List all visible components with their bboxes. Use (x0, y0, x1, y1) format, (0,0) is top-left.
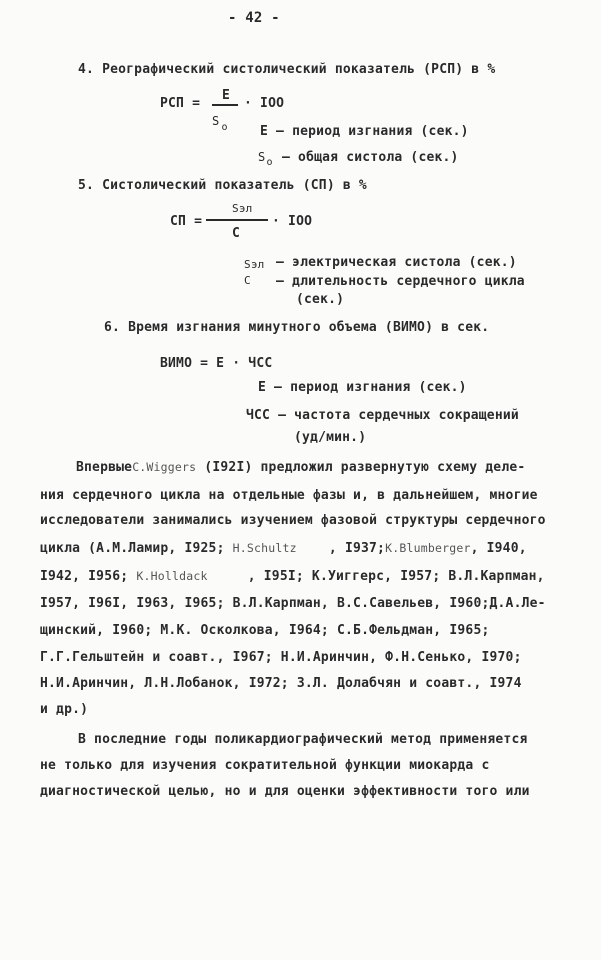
vimo-formula: ВИМО = E · ЧСС (160, 356, 273, 371)
para1-line4: цикла (А.М.Ламир, I925; H.Schultz , I937;K.Blumberger, I940, (40, 541, 527, 556)
rsp-numerator: E (222, 88, 231, 103)
vimo-def-chss-cont: (уд/мин.) (294, 430, 367, 445)
para1-line1: ВпервыеC.Wiggers (I92I) предложил развернутую схему деле- (76, 460, 526, 475)
sp-times-100: · IOO (272, 214, 313, 229)
sp-def-c: – длительность сердечного цикла (276, 274, 525, 289)
vimo-def-e: E – период изгнания (сек.) (258, 380, 467, 395)
section-6-heading: 6. Время изгнания минутного объема (ВИМО) в сек. (104, 320, 490, 335)
para1-line9: Н.И.Аринчин, Л.Н.Лобанок, I972; З.Л. Долабчян и соавт., I974 (40, 676, 522, 691)
para1-line5: I942, I956; K.Holldack , I95I; К.Уиггерс, I957; В.Л.Карпман, (40, 569, 545, 584)
sp-denominator: C (232, 226, 241, 241)
rsp-def-so-symbol: $S_o$ (258, 150, 273, 168)
sp-def-sel: – электрическая систола (сек.) (276, 255, 517, 270)
rsp-fraction-bar (212, 104, 238, 106)
rsp-def-so: – общая систола (сек.) (282, 150, 459, 165)
sp-fraction-bar (206, 219, 268, 221)
section-4-heading: 4. Реографический систолический показатель (РСП) в % (78, 62, 496, 77)
section-5-heading: 5. Систолический показатель (СП) в % (78, 178, 367, 193)
para2-line3: диагностической целью, но и для оценки эффективности того или (40, 784, 530, 799)
sp-def-sel-symbol: Sэл (244, 258, 265, 271)
para1-line2: ния сердечного цикла на отдельные фазы и, в дальнейшем, многие (40, 488, 538, 503)
para1-line8: Г.Г.Гельштейн и соавт., I967; Н.И.Аринчин, Ф.Н.Сенько, I970; (40, 650, 522, 665)
para1-line7: щинский, I960; М.К. Осколкова, I964; С.Б.Фельдман, I965; (40, 623, 490, 638)
vimo-def-chss: ЧСС – частота сердечных сокращений (246, 408, 519, 423)
rsp-denominator: S $_o$ (212, 114, 228, 133)
rsp-def-e: E – период изгнания (сек.) (260, 124, 469, 139)
sp-formula-lhs: СП = (170, 214, 203, 229)
para1-line3: исследователи занимались изучением фазовой структуры сердечного (40, 513, 546, 528)
page-number: - 42 - (228, 10, 280, 26)
sp-def-c-symbol: C (244, 274, 251, 287)
sp-def-c-cont: (сек.) (296, 292, 345, 307)
para1-line10: и др.) (40, 702, 89, 717)
para2-line2: не только для изучения сократительной функции миокарда с (40, 758, 490, 773)
rsp-times-100: · IOO (244, 96, 285, 111)
sp-numerator: Sэл (232, 202, 253, 215)
rsp-formula-lhs: РСП = (160, 96, 201, 111)
para1-line6: I957, I96I, I963, I965; В.Л.Карпман, В.С.Савельев, I960;Д.А.Ле- (40, 596, 546, 611)
para2-line1: В последние годы поликардиографический метод применяется (78, 732, 528, 747)
